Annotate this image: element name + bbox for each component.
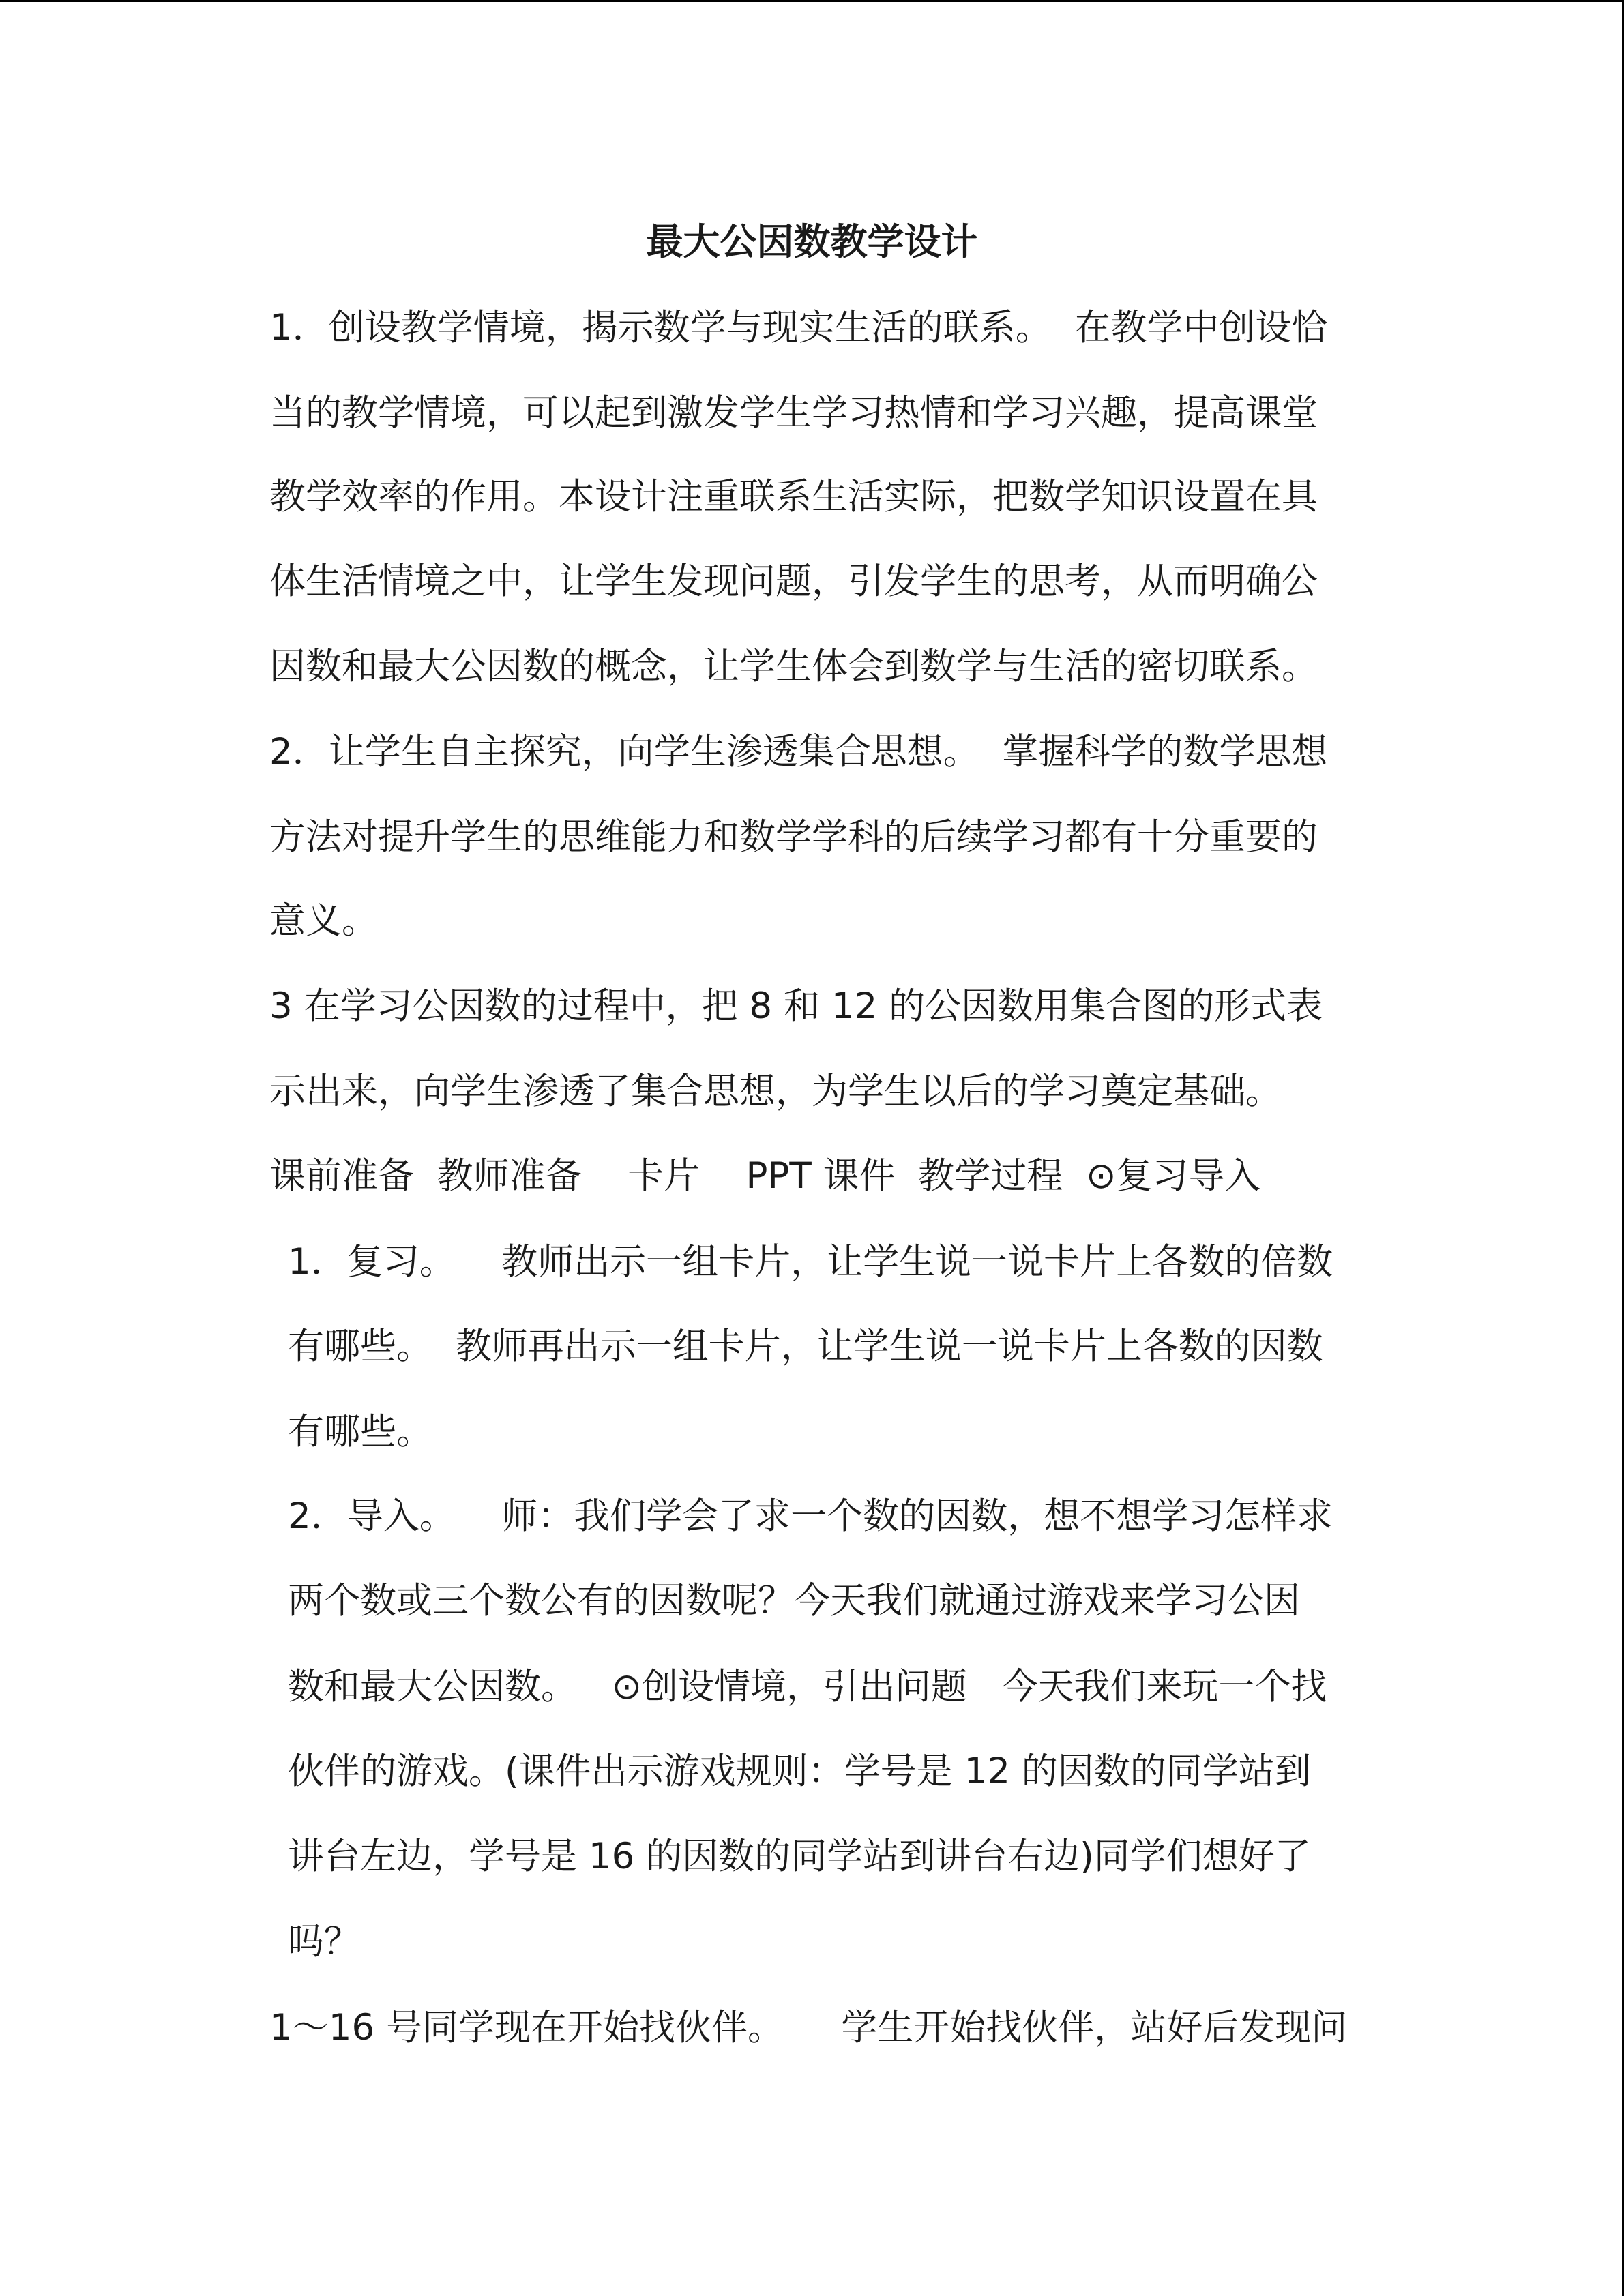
paragraph-line: 教学效率的作用。本设计注重联系生活实际，把数学知识设置在具 [269, 476, 1318, 518]
paragraph-line: 因数和最大公因数的概念，让学生体会到数学与生活的密切联系。 [269, 646, 1318, 687]
paragraph-line: 有哪些。 [288, 1411, 432, 1452]
document-title: 最大公因数教学设计 [646, 220, 978, 263]
paragraph-line: 1．创设教学情境，揭示数学与现实生活的联系。 在教学中创设恰 [269, 307, 1328, 348]
paragraph-line: 1～16 号同学现在开始找伙伴。 学生开始找伙伴，站好后发现问 [269, 2007, 1348, 2048]
paragraph-line: 方法对提升学生的思维能力和数学学科的后续学习都有十分重要的 [269, 816, 1318, 858]
paragraph-line: 示出来，向学生渗透了集合思想，为学生以后的学习奠定基础。 [269, 1071, 1282, 1112]
paragraph-line: 两个数或三个数公有的因数呢？今天我们就通过游戏来学习公因 [288, 1580, 1300, 1622]
paragraph-line: 吗？ [288, 1921, 360, 1963]
paragraph-line: 意义。 [269, 900, 378, 942]
section-heading-line: 课前准备 教师准备 卡片 PPT 课件 教学过程 ⊙复习导入 [269, 1155, 1261, 1197]
paragraph-line: 1．复习。 教师出示一组卡片，让学生说一说卡片上各数的倍数 [288, 1241, 1333, 1283]
paragraph-line: 有哪些。 教师再出示一组卡片，让学生说一说卡片上各数的因数 [288, 1326, 1323, 1367]
paragraph-line: 伙伴的游戏。(课件出示游戏规则：学号是 12 的因数的同学站到 [288, 1750, 1311, 1792]
paragraph-line: 数和最大公因数。 ⊙创设情境，引出问题 今天我们来玩一个找 [288, 1666, 1327, 1708]
paragraph-line: 当的教学情境，可以起到激发学生学习热情和学习兴趣，提高课堂 [269, 392, 1318, 434]
paragraph-line: 2．导入。 师：我们学会了求一个数的因数，想不想学习怎样求 [288, 1495, 1333, 1537]
paragraph-line: 讲台左边，学号是 16 的因数的同学站到讲台右边)同学们想好了 [288, 1836, 1311, 1877]
paragraph-line: 2．让学生自主探究，向学生渗透集合思想。 掌握科学的数学思想 [269, 731, 1328, 773]
paragraph-line: 3 在学习公因数的过程中，把 8 和 12 的公因数用集合图的形式表 [269, 985, 1323, 1027]
paragraph-line: 体生活情境之中，让学生发现问题，引发学生的思考，从而明确公 [269, 561, 1318, 602]
